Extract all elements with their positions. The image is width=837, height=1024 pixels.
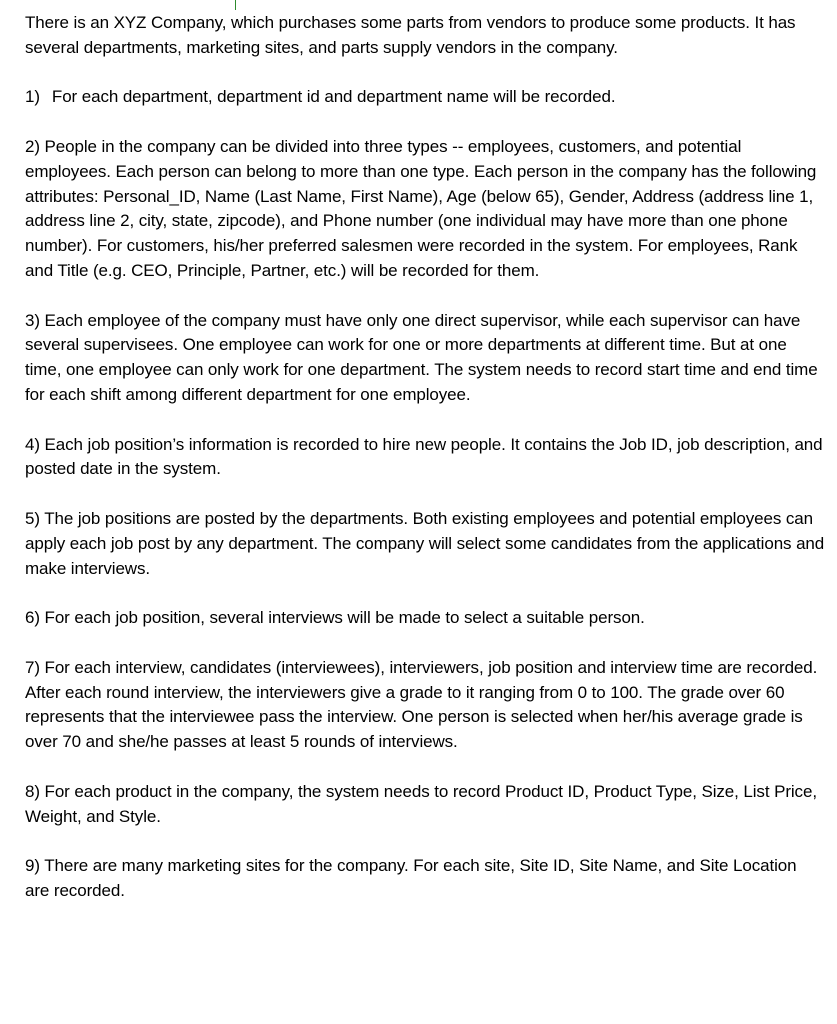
item-number: 1) xyxy=(25,87,40,107)
item-number: 7) xyxy=(25,657,40,677)
intro-paragraph: There is an XYZ Company, which purchases some parts from vendors to produce some products. It has several departments, marketing sites, and parts supply vendors in the company. xyxy=(25,13,796,57)
item-4 xyxy=(25,433,825,483)
item-text: For each product in the company, the system needs to record Product ID, Product Type, Size, List Price, Weight, and Style. xyxy=(25,781,817,826)
item-text: The job positions are posted by the departments. Both existing employees and potential employees can apply each job post by any department. The company will select some candidates from the applications and make interviews. xyxy=(25,508,825,578)
item-7 xyxy=(25,656,825,755)
item-6 xyxy=(25,606,825,631)
item-2 xyxy=(25,135,825,284)
item-text: For each interview, candidates (interviewees), interviewers, job position and interview time are recorded. After each round interview, the interviewers give a grade to it ranging from 0 to 100. The grade over 60 represents that the interviewee pass the interview. One person is selected when her/his average grade is over 70 and she/he passes at least 5 rounds of interviews. xyxy=(25,657,818,752)
item-number: 6) xyxy=(25,608,40,628)
text-cursor xyxy=(235,0,236,10)
item-text: People in the company can be divided into three types -- employees, customers, and potential employees. Each person can belong to more than one type. Each person in the company has the following attributes: Personal_ID, Name (Last Name, First Name), Age (below 65), Gender, Address (address line 1, address line 2, city, state, zipcode), and Phone number (one individual may have more than one phone number). For customers, his/her preferred salesmen were recorded in the system. For employees, Rank and Title (e.g. CEO, Principle, Partner, etc.) will be recorded for them. xyxy=(25,136,817,280)
item-text: Each job position’s information is recorded to hire new people. It contains the Job ID, job description, and posted date in the system. xyxy=(25,434,823,479)
item-number: 4) xyxy=(25,434,40,454)
item-9 xyxy=(25,854,825,904)
item-number: 8) xyxy=(25,781,40,801)
item-8 xyxy=(25,780,825,830)
item-3 xyxy=(25,309,825,408)
item-1 xyxy=(25,85,825,110)
item-text: There are many marketing sites for the company. For each site, Site ID, Site Name, and Site Location are recorded. xyxy=(25,856,797,900)
document-body xyxy=(25,11,825,928)
item-5 xyxy=(25,507,825,581)
item-number: 9) xyxy=(25,856,40,876)
item-number: 3) xyxy=(25,310,40,330)
item-number: 2) xyxy=(25,136,40,156)
item-text: Each employee of the company must have only one direct supervisor, while each supervisor can have several supervisees. One employee can work for one or more departments at different time. But at one time, one employee can only work for one department. The system needs to record start time and end time for each shift among different department for one employee. xyxy=(25,310,818,404)
item-text: For each department, department id and department name will be recorded. xyxy=(51,87,616,107)
item-number: 5) xyxy=(25,508,40,528)
item-text: For each job position, several interviews will be made to select a suitable person. xyxy=(44,608,645,628)
